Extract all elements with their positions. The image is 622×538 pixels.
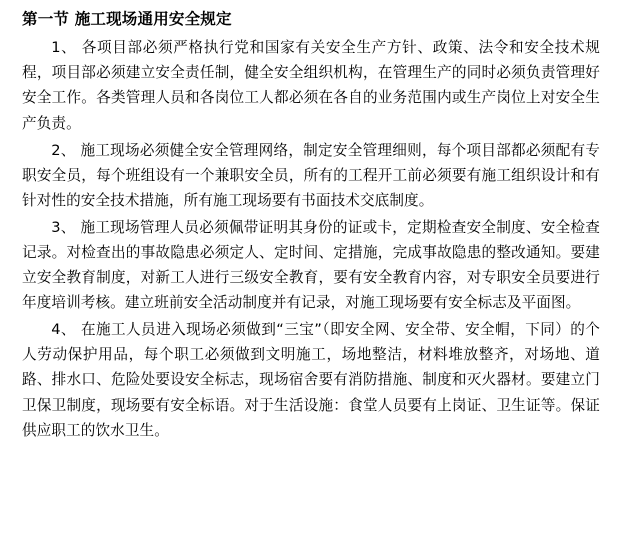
paragraph-1: 1、 各项目部必须严格执行党和国家有关安全生产方针、政策、法令和安全技术规程，项目部必须建立安全责任制，健全安全组织机构，在管理生产的同时必须负责管理好安全工作。各类管理人员和各岗位工人都必须在各自的业务范围内或生产岗位上对安全生产负责。 [22,39,600,132]
paragraph-2: 2、 施工现场必须健全安全管理网络，制定安全管理细则，每个项目部都必须配有专职安全员，每个班组设有一个兼职安全员，所有的工程开工前必须要有施工组织设计和有针对性的安全技术措施，所有施工现场要有书面技术交底制度。 [22,141,600,209]
paragraph-4: 4、 在施工人员进入现场必须做到“三宝”（即安全网、安全带、安全帽，下同）的个人劳动保护用品，每个职工必须做到文明施工，场地整洁，材料堆放整齐，对场地、道路、排水口、危险处要设安全标志，现场宿舍要有消防措施、制度和灭火器材。要建立门卫保卫制度，现场要有安全标语。对于生活设施：食堂人员要有上岗证、卫生证等。保证供应职工的饮水卫生。 [22,321,600,439]
paragraph-3: 3、 施工现场管理人员必须佩带证明其身份的证或卡，定期检查安全制度、安全检查记录。对检查出的事故隐患必须定人、定时间、定措施，完成事故隐患的整改通知。要建立安全教育制度，对新工人进行三级安全教育，要有安全教育内容，对专职安全员要进行年度培训考核。建立班前安全活动制度并有记录，对施工现场要有安全标志及平面图。 [22,218,600,312]
section-heading: 第一节 施工现场通用安全规定 [22,10,232,28]
